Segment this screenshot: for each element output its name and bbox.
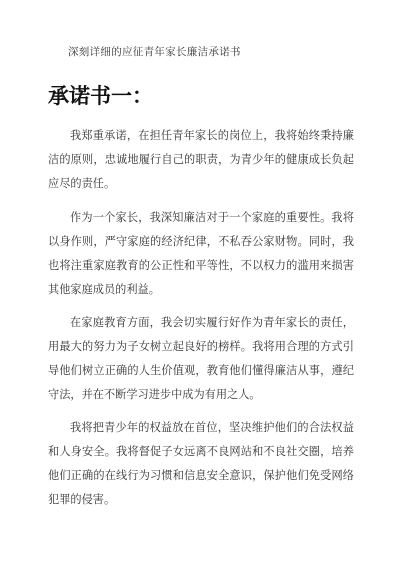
section-title: 承诺书一： [48, 83, 153, 108]
paragraph-2: 作为一个家长，我深知廉洁对于一个家庭的重要性。我将以身作则，严守家庭的经济纪律，不私吞公家财物。同时，我也将注重家庭教育的公正性和平等性，不以权力的滥用来损害其他家庭成员的利益。 [48, 211, 354, 296]
document-header: 深刻详细的应征青年家长廉洁承诺书 [68, 46, 241, 58]
paragraph-3: 在家庭教育方面，我会切实履行好作为青年家长的责任，用最大的努力为子女树立起良好的榜样。我将用合理的方式引导他们树立正确的人生价值观，教育他们懂得廉洁从事，遵纪守法，并在不断学习进步中成为有用之人。 [48, 316, 354, 401]
paragraph-1: 我郑重承诺，在担任青年家长的岗位上，我将始终秉持廉洁的原则，忠诚地履行自己的职责，为青少年的健康成长负起应尽的责任。 [48, 129, 354, 190]
paragraph-4: 我将把青少年的权益放在首位，坚决维护他们的合法权益和人身安全。我将督促子女远离不良网站和不良社交圈，培养他们正确的在线行为习惯和信息安全意识，保护他们免受网络犯罪的侵害。 [48, 421, 354, 506]
